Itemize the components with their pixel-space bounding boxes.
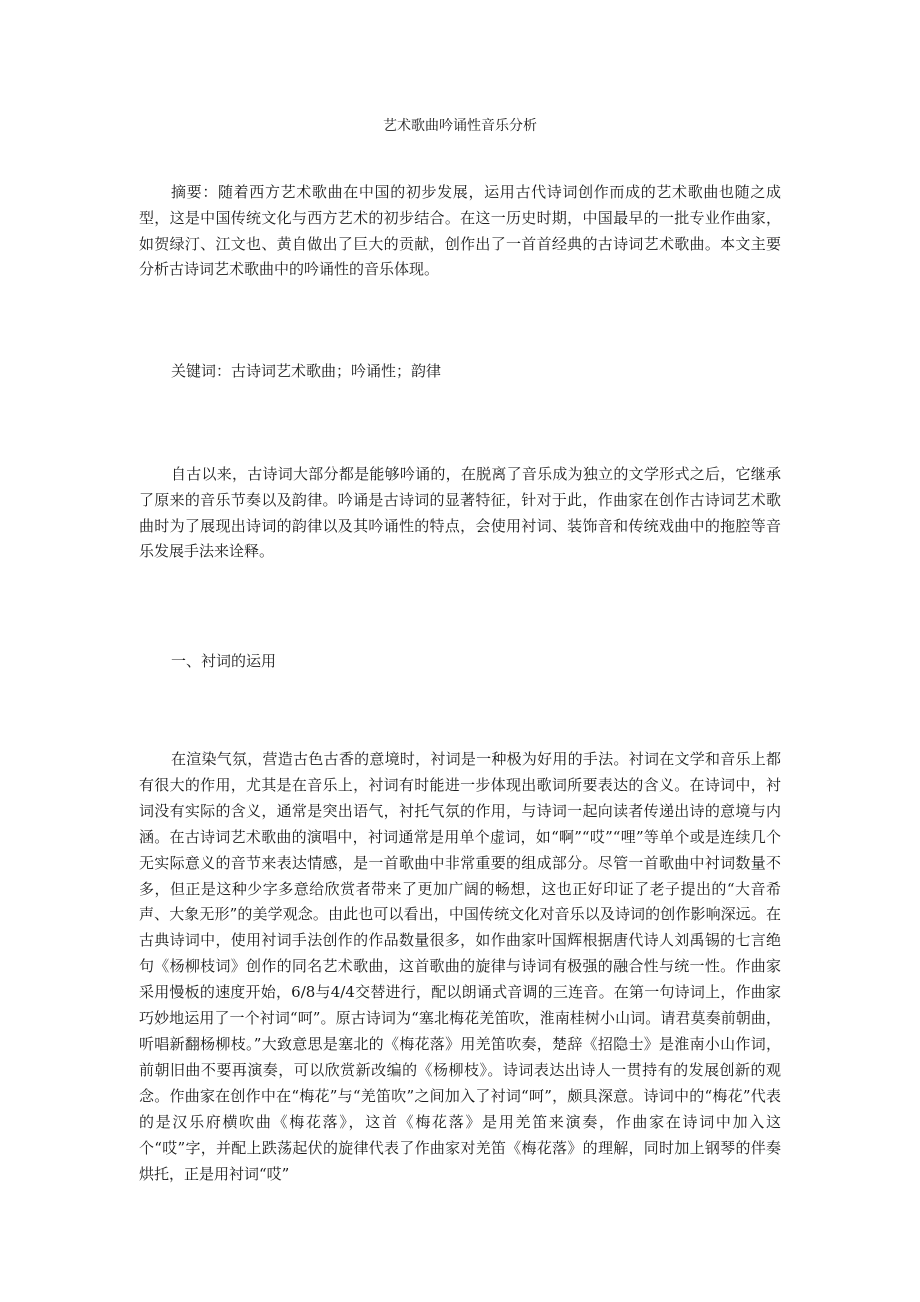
abstract-paragraph: 摘要：随着西方艺术歌曲在中国的初步发展，运用古代诗词创作而成的艺术歌曲也随之成型，这是中国传统文化与西方艺术的初步结合。在这一历史时期，中国最早的一批专业作曲家，如贺绿汀、江文也、黄自做出了巨大的贡献，创作出了一首首经典的古诗词艺术歌曲。本文主要分析古诗词艺术歌曲中的吟诵性的音乐体现。 [139,183,781,279]
section-body-paragraph: 在渲染气氛，营造古色古香的意境时，衬词是一种极为好用的手法。衬词在文学和音乐上都有很大的作用，尤其是在音乐上，衬词有时能进一步体现出歌词所要表达的含义。在诗词中，衬词没有实际的含义，通常是突出语气，衬托气氛的作用，与诗词一起向读者传递出诗的意境与内涵。在古诗词艺术歌曲的演唱中，衬词通常是用单个虚词，如“啊”“哎”“哩”等单个或是连续几个无实际意义的音节来表达情感，是一首歌曲中非常重要的组成部分。尽管一首歌曲中衬词数量不多，但正是这种少字多意给欣赏者带来了更加广阔的畅想，这也正好印证了老子提出的“大音希声、大象无形”的美学观念。由此也可以看出，中国传统文化对音乐以及诗词的创作影响深远。在古典诗词中，使用衬词手法创作的作品数量很多，如作曲家叶国辉根据唐代诗人刘禹锡的七言绝句《杨柳枝词》创作的同名艺术歌曲，这首歌曲的旋律与诗词有极强的融合性与统一性。作曲家采用慢板的速度开始，6/8与4/4交替进行，配以朗诵式音调的三连音。在第一句诗词上，作曲家巧妙地运用了一个衬词“呵”。原古诗词为“塞北梅花羌笛吹，淮南桂树小山词。请君莫奏前朝曲，听唱新翻杨柳枝。”大致意思是塞北的《梅花落》用羌笛吹奏，楚辞《招隐士》是淮南小山作词，前朝旧曲不要再演奏，可以欣赏新改编的《杨柳枝》。诗词表达出诗人一贯持有的发展创新的观念。作曲家在创作中在“梅花”与“羌笛吹”之间加入了衬词“呵”，颇具深意。诗词中的“梅花”代表的是汉乐府横吹曲《梅花落》，这首《梅花落》是用羌笛来演奏，作曲家在诗词中加入这个“哎”字，并配上跌荡起伏的旋律代表了作曲家对羌笛《梅花落》的理解，同时加上钢琴的伴奏烘托，正是用衬词“哎” [139,750,781,1183]
keywords-line: 关键词：古诗词艺术歌曲；吟诵性；韵律 [171,362,442,380]
document-title: 艺术歌曲吟诵性音乐分析 [383,118,537,134]
section-heading: 一、衬词的运用 [171,652,277,670]
intro-paragraph: 自古以来，古诗词大部分都是能够吟诵的，在脱离了音乐成为独立的文学形式之后，它继承了原来的音乐节奏以及韵律。吟诵是古诗词的显著特征，针对于此，作曲家在创作古诗词艺术歌曲时为了展现出诗词的韵律以及其吟诵性的特点，会使用衬词、装饰音和传统戏曲中的拖腔等音乐发展手法来诠释。 [139,465,781,561]
